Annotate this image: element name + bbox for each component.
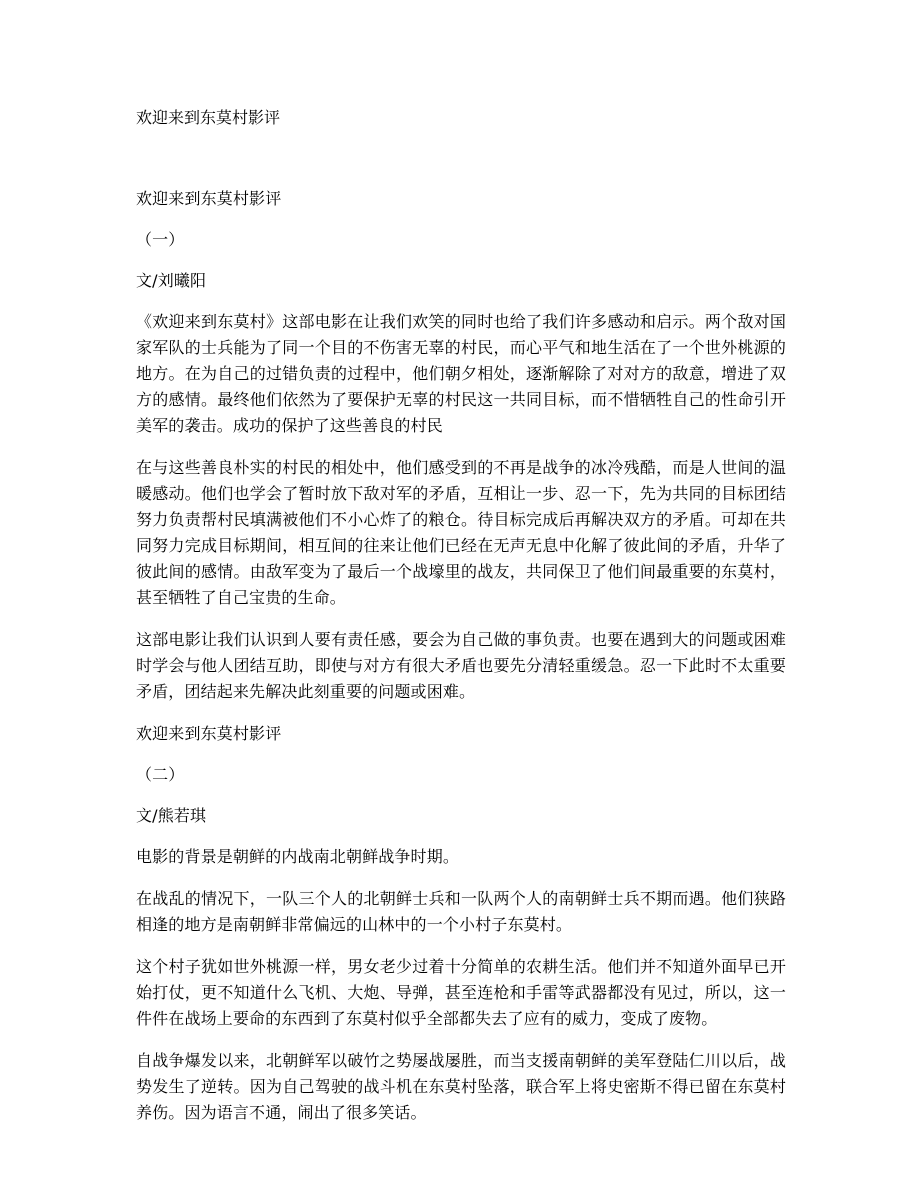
body-paragraph: 电影的背景是朝鲜的内战南北朝鲜战争时期。 — [136, 847, 460, 866]
section-heading: 欢迎来到东莫村影评 — [136, 724, 282, 743]
body-paragraph: 这个村子犹如世外桃源一样，男女老少过着十分简单的农耕生活。他们并不知道外面早已开始打仗，更不知道什么飞机、大炮、导弹，甚至连枪和手雷等武器都没有见过，所以，这一件件在战场上要命的东西到了东莫村似乎全部都失去了应有的威力，变成了废物。 — [136, 957, 786, 1028]
body-paragraph: 自战争爆发以来，北朝鲜军以破竹之势屡战屡胜，而当支援南朝鲜的美军登陆仁川以后，战势发生了逆转。因为自己驾驶的战斗机在东莫村坠落，联合军上将史密斯不得已留在东莫村养伤。因为语言不通，闹出了很多笑话。 — [136, 1051, 786, 1122]
body-paragraph: 在战乱的情况下，一队三个人的北朝鲜士兵和一队两个人的南朝鲜士兵不期而遇。他们狭路相逢的地方是南朝鲜非常偏远的山林中的一个小村子东莫村。 — [136, 889, 786, 934]
author-line: 文/熊若琪 — [136, 806, 207, 825]
author-line: 文/刘曦阳 — [136, 271, 207, 290]
body-paragraph: 《欢迎来到东莫村》这部电影在让我们欢笑的同时也给了我们许多感动和启示。两个敌对国家军队的士兵能为了同一个目的不伤害无辜的村民，而心平气和地生活在了一个世外桃源的地方。在为自己的过错负责的过程中，他们朝夕相处，逐渐解除了对对方的敌意，增进了双方的感情。最终他们依然为了要保护无辜的村民这一共同目标，而不惜牺牲自己的性命引开美军的袭击。成功的保护了这些善良的村民 — [136, 312, 786, 435]
section-number: （二） — [136, 765, 185, 784]
section-number: （一） — [136, 230, 185, 249]
body-paragraph: 这部电影让我们认识到人要有责任感，要会为自己做的事负责。也要在遇到大的问题或困难时学会与他人团结互助，即使与对方有很大矛盾也要先分清轻重缓急。忍一下此时不太重要矛盾，团结起来先解决此刻重要的问题或困难。 — [136, 630, 786, 701]
document-body — [136, 186, 786, 1142]
body-paragraph: 在与这些善良朴实的村民的相处中，他们感受到的不再是战争的冰冷残酷，而是人世间的温暖感动。他们也学会了暂时放下敌对军的矛盾，互相让一步、忍一下，先为共同的目标团结努力负责帮村民填满被他们不小心炸了的粮仓。待目标完成后再解决双方的矛盾。可却在共同努力完成目标期间，相互间的往来让他们已经在无声无息中化解了彼此间的矛盾，升华了彼此间的感情。由敌军变为了最后一个战壕里的战友，共同保卫了他们间最重要的东莫村，甚至牺牲了自己宝贵的生命。 — [136, 458, 786, 607]
document-title: 欢迎来到东莫村影评 — [136, 108, 281, 127]
section-heading: 欢迎来到东莫村影评 — [136, 189, 282, 208]
